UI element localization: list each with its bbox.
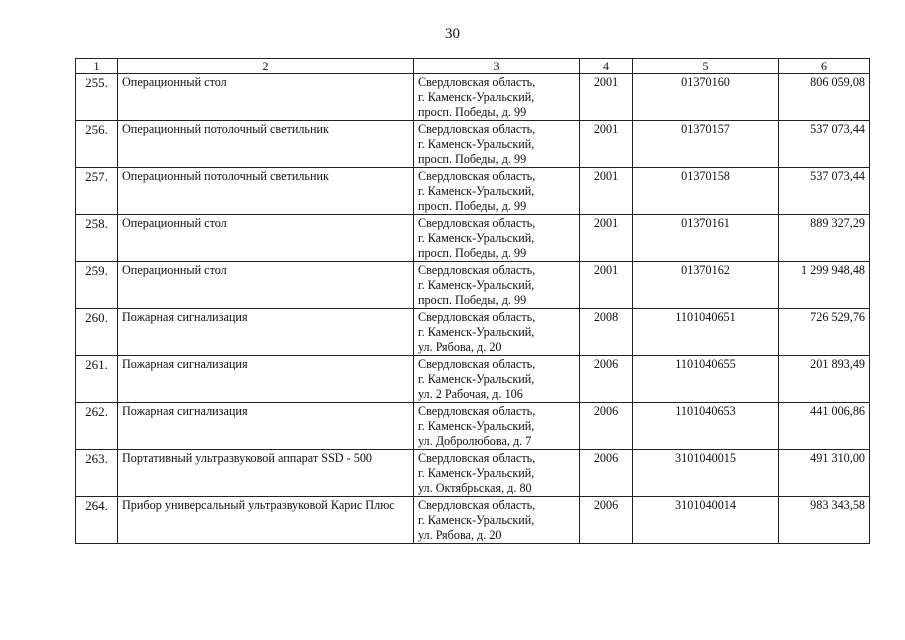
item-address — [414, 215, 580, 262]
row-number: 263. — [76, 450, 118, 497]
item-year: 2001 — [580, 121, 633, 168]
address-line: Свердловская область, — [418, 169, 536, 183]
column-header: 5 — [633, 59, 779, 74]
address-line: ул. Добролюбова, д. 7 — [418, 434, 532, 448]
inventory-number: 1101040653 — [633, 403, 779, 450]
address-line: г. Каменск-Уральский, — [418, 466, 535, 480]
table-row — [76, 262, 870, 309]
address-line: просп. Победы, д. 99 — [418, 152, 527, 166]
table-row — [76, 450, 870, 497]
table-row — [76, 403, 870, 450]
item-value: 201 893,49 — [779, 356, 870, 403]
item-year: 2001 — [580, 262, 633, 309]
item-year: 2006 — [580, 403, 633, 450]
inventory-number: 1101040655 — [633, 356, 779, 403]
item-address — [414, 168, 580, 215]
item-value: 537 073,44 — [779, 168, 870, 215]
item-name: Операционный стол — [118, 74, 414, 121]
table-body — [76, 74, 870, 544]
item-year: 2001 — [580, 74, 633, 121]
address-line: г. Каменск-Уральский, — [418, 231, 535, 245]
item-name: Операционный стол — [118, 262, 414, 309]
address-line: Свердловская область, — [418, 216, 536, 230]
table-row — [76, 356, 870, 403]
item-value: 806 059,08 — [779, 74, 870, 121]
address-line: Свердловская область, — [418, 75, 536, 89]
address-line: ул. Рябова, д. 20 — [418, 528, 502, 542]
item-value: 726 529,76 — [779, 309, 870, 356]
row-number: 264. — [76, 497, 118, 544]
item-name: Портативный ультразвуковой аппарат SSD - 500 — [118, 450, 414, 497]
inventory-number: 01370158 — [633, 168, 779, 215]
column-header: 3 — [414, 59, 580, 74]
address-line: ул. Октябрьская, д. 80 — [418, 481, 532, 495]
column-header: 2 — [118, 59, 414, 74]
row-number: 258. — [76, 215, 118, 262]
inventory-number: 01370162 — [633, 262, 779, 309]
item-name: Пожарная сигнализация — [118, 356, 414, 403]
item-year: 2006 — [580, 356, 633, 403]
item-year: 2001 — [580, 168, 633, 215]
item-year: 2006 — [580, 450, 633, 497]
row-number: 261. — [76, 356, 118, 403]
address-line: г. Каменск-Уральский, — [418, 419, 535, 433]
item-name: Пожарная сигнализация — [118, 403, 414, 450]
address-line: г. Каменск-Уральский, — [418, 184, 535, 198]
row-number: 257. — [76, 168, 118, 215]
address-line: просп. Победы, д. 99 — [418, 105, 527, 119]
table-row — [76, 74, 870, 121]
row-number: 259. — [76, 262, 118, 309]
item-address — [414, 497, 580, 544]
row-number: 262. — [76, 403, 118, 450]
table-row — [76, 121, 870, 168]
item-value: 491 310,00 — [779, 450, 870, 497]
item-value: 537 073,44 — [779, 121, 870, 168]
column-header: 4 — [580, 59, 633, 74]
address-line: Свердловская область, — [418, 357, 536, 371]
table-row — [76, 309, 870, 356]
item-value: 983 343,58 — [779, 497, 870, 544]
inventory-number: 01370160 — [633, 74, 779, 121]
item-value: 889 327,29 — [779, 215, 870, 262]
address-line: просп. Победы, д. 99 — [418, 199, 527, 213]
table-header-row — [76, 59, 870, 74]
address-line: просп. Победы, д. 99 — [418, 246, 527, 260]
address-line: Свердловская область, — [418, 451, 536, 465]
item-address — [414, 309, 580, 356]
item-name: Операционный потолочный светильник — [118, 168, 414, 215]
item-address — [414, 356, 580, 403]
address-line: Свердловская область, — [418, 310, 536, 324]
item-address — [414, 450, 580, 497]
address-line: г. Каменск-Уральский, — [418, 325, 535, 339]
address-line: Свердловская область, — [418, 122, 536, 136]
property-registry-table — [75, 58, 870, 544]
row-number: 255. — [76, 74, 118, 121]
item-value: 441 006,86 — [779, 403, 870, 450]
page-number: 30 — [445, 26, 460, 42]
inventory-number: 3101040014 — [633, 497, 779, 544]
address-line: г. Каменск-Уральский, — [418, 372, 535, 386]
item-year: 2006 — [580, 497, 633, 544]
inventory-number: 01370157 — [633, 121, 779, 168]
address-line: г. Каменск-Уральский, — [418, 137, 535, 151]
address-line: Свердловская область, — [418, 263, 536, 277]
item-name: Операционный стол — [118, 215, 414, 262]
item-address — [414, 403, 580, 450]
address-line: Свердловская область, — [418, 498, 536, 512]
item-year: 2001 — [580, 215, 633, 262]
item-name: Операционный потолочный светильник — [118, 121, 414, 168]
row-number: 260. — [76, 309, 118, 356]
row-number: 256. — [76, 121, 118, 168]
inventory-number: 1101040651 — [633, 309, 779, 356]
item-year: 2008 — [580, 309, 633, 356]
table-row — [76, 497, 870, 544]
address-line: г. Каменск-Уральский, — [418, 278, 535, 292]
item-name: Прибор универсальный ультразвуковой Карис Плюс — [118, 497, 414, 544]
item-address — [414, 262, 580, 309]
item-name: Пожарная сигнализация — [118, 309, 414, 356]
address-line: Свердловская область, — [418, 404, 536, 418]
address-line: ул. Рябова, д. 20 — [418, 340, 502, 354]
item-address — [414, 74, 580, 121]
column-header: 1 — [76, 59, 118, 74]
table-row — [76, 168, 870, 215]
item-value: 1 299 948,48 — [779, 262, 870, 309]
inventory-number: 3101040015 — [633, 450, 779, 497]
column-header: 6 — [779, 59, 870, 74]
address-line: ул. 2 Рабочая, д. 106 — [418, 387, 523, 401]
address-line: просп. Победы, д. 99 — [418, 293, 527, 307]
inventory-number: 01370161 — [633, 215, 779, 262]
table-row — [76, 215, 870, 262]
item-address — [414, 121, 580, 168]
address-line: г. Каменск-Уральский, — [418, 90, 535, 104]
address-line: г. Каменск-Уральский, — [418, 513, 535, 527]
